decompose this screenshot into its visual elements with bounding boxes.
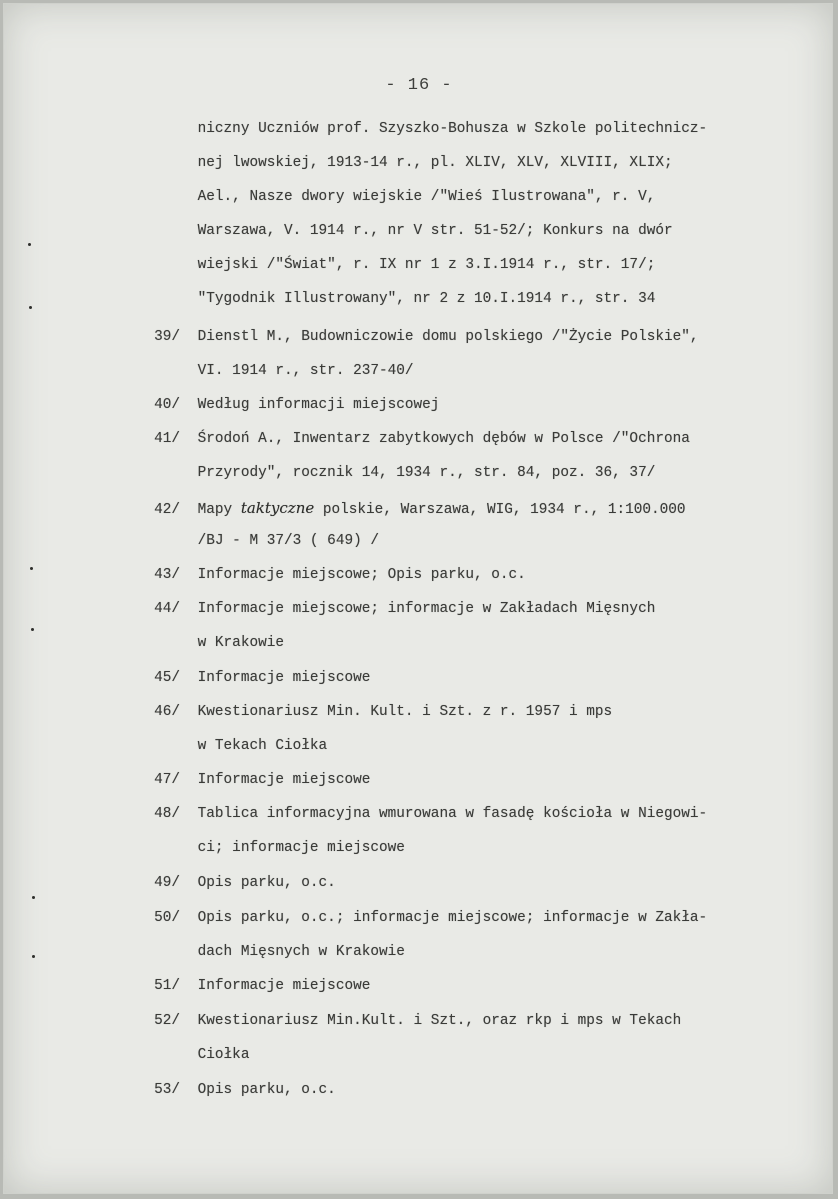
note-number: 50/ [154,910,180,926]
note-line [0,806,707,822]
note-line [0,257,655,273]
note-line [0,704,612,720]
note-line [0,840,405,856]
note-text: wiejski /"Świat", r. IX nr 1 z 3.I.1914 r., str. 17/; [197,257,656,273]
note-text: Informacje miejscowe; informacje w Zakładach Mięsnych [197,601,656,617]
note-text: polskie, Warszawa, WIG, 1934 r., 1:100.000 [314,502,686,518]
note-line [0,1013,681,1029]
note-text: dach Mięsnych w Krakowie [197,944,405,960]
note-line [0,738,327,754]
note-text: Ciołka [197,1047,250,1063]
note-line [0,363,414,379]
note-number: 42/ [154,502,180,518]
note-text: Opis parku, o.c.; informacje miejscowe; informacje w Zakła- [197,910,708,926]
note-number: 48/ [154,806,180,822]
note-text: VI. 1914 r., str. 237-40/ [197,363,414,379]
page-number: - 16 - [385,76,453,95]
note-text: Opis parku, o.c. [197,1082,336,1098]
note-number: 43/ [154,567,180,583]
note-text: nej lwowskiej, 1913-14 r., pl. XLIV, XLV, XLVIII, XLIX; [197,155,673,171]
note-line [0,772,370,788]
note-number: 51/ [154,978,180,994]
handwritten-insertion: taktyczne [240,499,315,517]
note-number: 45/ [154,670,180,686]
note-text: Informacje miejscowe [197,772,371,788]
note-line [0,465,655,481]
scan-speck [28,243,31,246]
note-line [0,635,284,651]
note-line [0,910,707,926]
note-line [0,431,690,447]
note-number: 40/ [154,397,180,413]
note-line [0,944,405,960]
note-text: /BJ - M 37/3 ( 649) / [197,533,379,549]
note-line [0,397,439,413]
scan-speck [32,955,35,958]
scan-speck [29,306,32,309]
note-text: Informacje miejscowe [197,670,371,686]
note-text: Informacje miejscowe; Opis parku, o.c. [197,567,526,583]
note-line [0,223,673,239]
note-text: Ael., Nasze dwory wiejskie /"Wieś Ilustrowana", r. V, [197,189,656,205]
note-text: ci; informacje miejscowe [197,840,405,856]
note-line [0,567,526,583]
note-line [0,670,370,686]
note-text: niczny Uczniów prof. Szyszko-Bohusza w Szkole politechnicz- [197,121,708,137]
note-text-prefix: Mapy [197,502,241,518]
note-number: 47/ [154,772,180,788]
note-line [0,533,379,549]
note-text: w Krakowie [197,635,284,651]
scan-speck [31,628,34,631]
note-number: 53/ [154,1082,180,1098]
note-line [0,121,707,137]
note-line [0,291,655,307]
note-number: 41/ [154,431,180,447]
scan-speck [30,567,33,570]
note-text: Opis parku, o.c. [197,875,336,891]
note-number: 49/ [154,875,180,891]
note-text: Środoń A., Inwentarz zabytkowych dębów w Polsce /"Ochrona [197,431,690,447]
note-text: Przyrody", rocznik 14, 1934 r., str. 84, poz. 36, 37/ [197,465,656,481]
note-text: Tablica informacyjna wmurowana w fasadę kościoła w Niegowi- [197,806,708,822]
note-number: 52/ [154,1013,180,1029]
note-text: Informacje miejscowe [197,978,371,994]
note-line [0,1047,249,1063]
note-text: "Tygodnik Illustrowany", nr 2 z 10.I.1914 r., str. 34 [197,291,656,307]
note-line [0,601,655,617]
note-line [0,189,655,205]
note-number: 39/ [154,329,180,345]
note-number: 46/ [154,704,180,720]
note-number: 44/ [154,601,180,617]
note-text: Kwestionariusz Min.Kult. i Szt., oraz rkp i mps w Tekach [197,1013,682,1029]
note-text: Dienstl M., Budowniczowie domu polskiego /"Życie Polskie", [197,329,699,345]
note-text: Kwestionariusz Min. Kult. i Szt. z r. 1957 i mps [197,704,613,720]
note-text: w Tekach Ciołka [197,738,328,754]
note-text: Według informacji miejscowej [197,397,440,413]
note-line [0,875,336,891]
note-line [0,499,686,518]
note-line [0,329,699,345]
note-text: Warszawa, V. 1914 r., nr V str. 51-52/; Konkurs na dwór [197,223,673,239]
note-line [0,1082,336,1098]
scan-speck [32,896,35,899]
note-line [0,155,673,171]
note-line [0,978,370,994]
